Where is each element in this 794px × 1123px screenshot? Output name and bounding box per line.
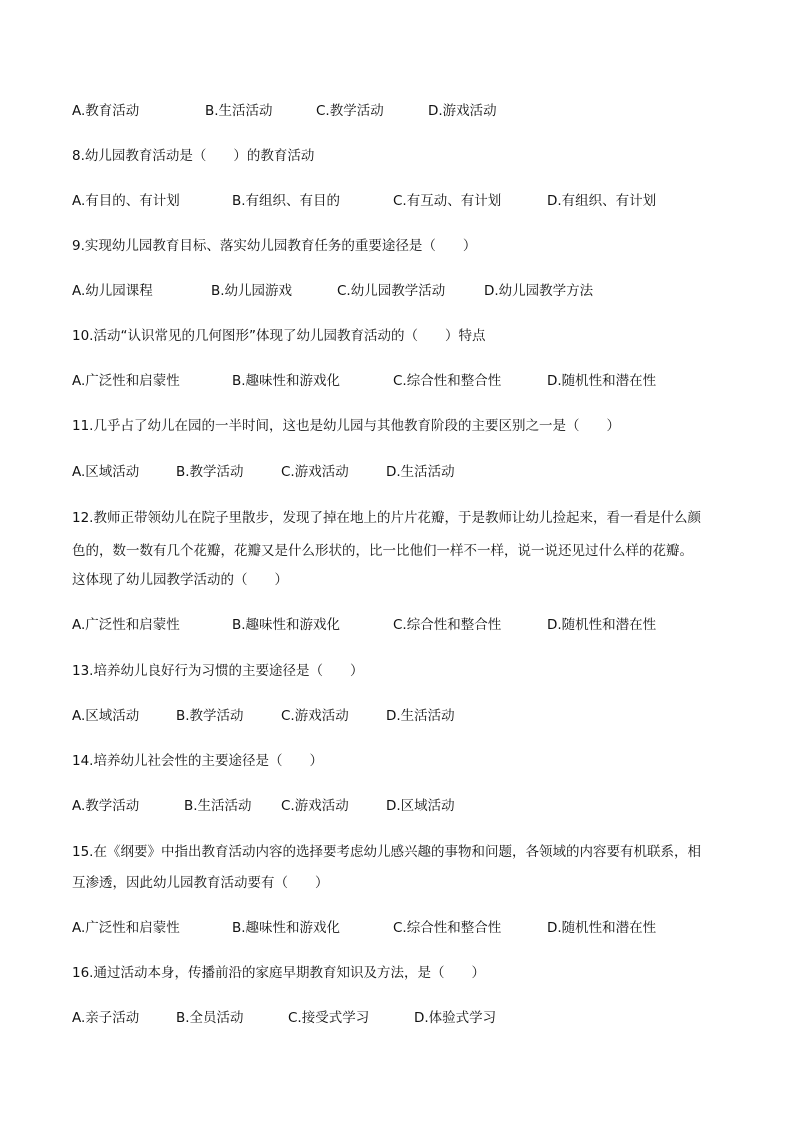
question-15-stem-line-1: 15.在《纲要》中指出教育活动内容的选择要考虑幼儿感兴趣的事物和问题，各领域的内容要有机联系，相 (72, 844, 701, 860)
question-12-stem-line-3: 这体现了幼儿园教学活动的（ ） (72, 572, 288, 588)
q15-option-d: D.随机性和潜在性 (547, 920, 657, 936)
q13-option-b: B.教学活动 (176, 708, 244, 724)
q10-option-b: B.趣味性和游戏化 (232, 373, 341, 389)
question-16-stem: 16.通过活动本身，传播前沿的家庭早期教育知识及方法，是（ ） (72, 965, 485, 981)
q12-option-d: D.随机性和潜在性 (547, 617, 657, 633)
q14-option-a: A.教学活动 (72, 798, 140, 814)
q7-option-c: C.教学活动 (316, 103, 384, 119)
q16-option-c: C.接受式学习 (288, 1010, 370, 1026)
question-13-stem: 13.培养幼儿良好行为习惯的主要途径是（ ） (72, 663, 364, 679)
q12-option-c: C.综合性和整合性 (393, 617, 502, 633)
question-8-stem: 8.幼儿园教育活动是（ ）的教育活动 (72, 148, 315, 164)
q10-option-c: C.综合性和整合性 (393, 373, 502, 389)
q10-option-a: A.广泛性和启蒙性 (72, 373, 180, 389)
q15-option-c: C.综合性和整合性 (393, 920, 502, 936)
q14-option-b: B.生活活动 (184, 798, 252, 814)
q9-option-b: B.幼儿园游戏 (211, 283, 293, 299)
q7-option-d: D.游戏活动 (428, 103, 497, 119)
q13-option-d: D.生活活动 (386, 708, 455, 724)
q12-option-a: A.广泛性和启蒙性 (72, 617, 180, 633)
q11-option-b: B.教学活动 (176, 464, 244, 480)
question-14-stem: 14.培养幼儿社会性的主要途径是（ ） (72, 753, 323, 769)
question-9-stem: 9.实现幼儿园教育目标、落实幼儿园教育任务的重要途径是（ ） (72, 238, 477, 254)
question-11-stem: 11.几乎占了幼儿在园的一半时间，这也是幼儿园与其他教育阶段的主要区别之一是（ ） (72, 418, 620, 434)
q9-option-a: A.幼儿园课程 (72, 283, 153, 299)
q8-option-c: C.有互动、有计划 (393, 193, 502, 209)
q14-option-c: C.游戏活动 (281, 798, 349, 814)
q16-option-b: B.全员活动 (176, 1010, 244, 1026)
q14-option-d: D.区域活动 (386, 798, 455, 814)
q7-option-a: A.教育活动 (72, 103, 140, 119)
q8-option-d: D.有组织、有计划 (547, 193, 657, 209)
q16-option-a: A.亲子活动 (72, 1010, 140, 1026)
q15-option-a: A.广泛性和启蒙性 (72, 920, 180, 936)
q15-option-b: B.趣味性和游戏化 (232, 920, 341, 936)
q10-option-d: D.随机性和潜在性 (547, 373, 657, 389)
question-10-stem: 10.活动“认识常见的几何图形”体现了幼儿园教育活动的（ ）特点 (72, 328, 486, 344)
q11-option-c: C.游戏活动 (281, 464, 349, 480)
q8-option-b: B.有组织、有目的 (232, 193, 341, 209)
question-15-stem-line-2: 互渗透，因此幼儿园教育活动要有（ ） (72, 875, 329, 891)
q11-option-a: A.区域活动 (72, 464, 140, 480)
q8-option-a: A.有目的、有计划 (72, 193, 180, 209)
q7-option-b: B.生活活动 (205, 103, 273, 119)
q13-option-c: C.游戏活动 (281, 708, 349, 724)
q16-option-d: D.体验式学习 (414, 1010, 497, 1026)
question-12-stem-line-1: 12.教师正带领幼儿在院子里散步，发现了掉在地上的片片花瓣，于是教师让幼儿捡起来，看一看是什么颜 (72, 510, 701, 526)
q9-option-d: D.幼儿园教学方法 (484, 283, 594, 299)
q13-option-a: A.区域活动 (72, 708, 140, 724)
question-12-stem-line-2: 色的，数一数有几个花瓣，花瓣又是什么形状的，比一比他们一样不一样，说一说还见过什么样的花瓣。 (72, 543, 693, 559)
q12-option-b: B.趣味性和游戏化 (232, 617, 341, 633)
q9-option-c: C.幼儿园教学活动 (337, 283, 446, 299)
q11-option-d: D.生活活动 (386, 464, 455, 480)
